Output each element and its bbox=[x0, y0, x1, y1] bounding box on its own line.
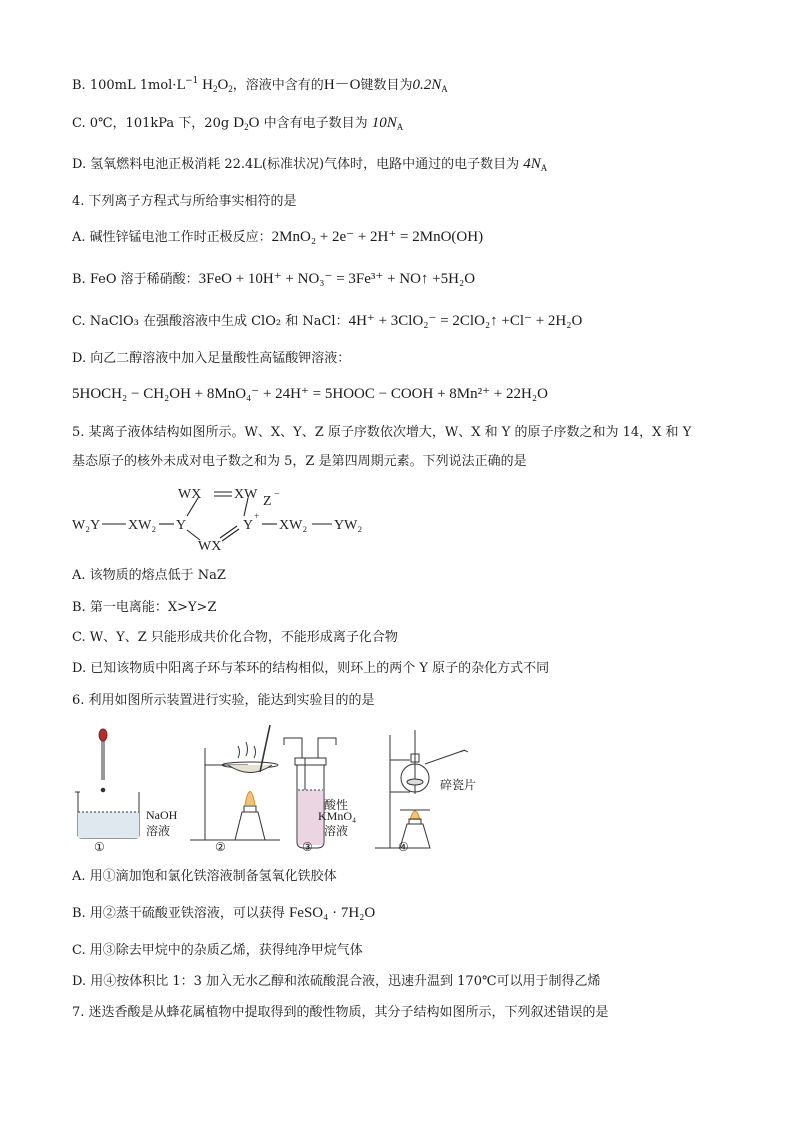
q5-stem-line2: 基态原子的核外未成对电子数之和为 5，Z 是第四周期元素。下列说法正确的是 bbox=[72, 454, 527, 469]
ionic-liquid-structure bbox=[70, 478, 370, 558]
q6-option-d: D. 用④按体积比 1：3 加入无水乙醇和浓硫酸混合液，迅速升温到 170℃可以用于制得乙烯 bbox=[72, 974, 601, 989]
group-xw2-right: XW₂ bbox=[279, 518, 308, 533]
group-yw2: YW₂ bbox=[334, 518, 363, 533]
q5-option-a: A. 该物质的熔点低于 NaZ bbox=[72, 568, 226, 583]
fig1-naoh-label: NaOH bbox=[146, 808, 178, 822]
ring-y1: Y bbox=[176, 518, 187, 533]
q3-option-c: C. 0℃，101kPa 下，20g $D_2O$ 中含有电子数目为 $10N_A$ bbox=[72, 115, 404, 132]
fig2-evaporation bbox=[190, 725, 280, 840]
q4-option-b: B. FeO 溶于稀硝酸：3FeO + 10H⁺ + NO₃⁻ = 3Fe³⁺ + NO↑ +5H₂O bbox=[72, 271, 476, 287]
ring-y2: Y bbox=[243, 518, 254, 533]
fig3-solution-label: 溶液 bbox=[324, 824, 349, 838]
q4-option-d-equation: 5HOCH₂ − CH₂OH + 8MnO₄⁻ + 24H⁺ = 5HOOC − COOH + 8Mn²⁺ + 22H₂O bbox=[72, 386, 548, 402]
q4-option-d: D. 向乙二醇溶液中加入足量酸性高锰酸钾溶液： bbox=[72, 351, 351, 366]
q3-option-d: D. 氢氧燃料电池正极消耗 22.4L(标准状况)气体时，电路中通过的电子数目为 $4N_A$ bbox=[72, 156, 548, 173]
ring-xw-top: XW bbox=[234, 487, 258, 502]
fig-number-4: ④ bbox=[398, 840, 409, 854]
q4-stem: 4. 下列离子方程式与所给事实相符的是 bbox=[72, 194, 297, 209]
apparatus-figure bbox=[70, 720, 490, 860]
q7-stem: 7. 迷迭香酸是从蜂花属植物中提取得到的酸性物质，其分子结构如图所示，下列叙述错误的是 bbox=[72, 1005, 609, 1020]
fig1-solution-label: 溶液 bbox=[146, 824, 171, 838]
q6-stem: 6. 利用如图所示装置进行实验，能达到实验目的的是 bbox=[72, 693, 375, 708]
fig1-beaker bbox=[75, 729, 139, 838]
anion-charge: − bbox=[274, 489, 280, 500]
fig3-kmno4-label: KMnO₄ bbox=[318, 809, 357, 823]
q6-option-c: C. 用③除去甲烷中的杂质乙烯，获得纯净甲烷气体 bbox=[72, 943, 363, 958]
q4-option-a: A. 碱性锌锰电池工作时正极反应：2MnO₂ + 2e⁻ + 2H⁺ = 2MnO(OH) bbox=[72, 229, 484, 245]
q5-option-d: D. 已知该物质中阳离子环与苯环的结构相似，则环上的两个 Y 原子的杂化方式不同 bbox=[72, 661, 550, 676]
fig4-porcelain-label: 碎瓷片 bbox=[440, 778, 477, 792]
group-w2y: W₂Y bbox=[72, 518, 101, 533]
group-xw2-left: XW₂ bbox=[128, 518, 157, 533]
ring-wx-top: WX bbox=[178, 487, 202, 502]
q5-stem-line1: 5. 某离子液体结构如图所示。W、X、Y、Z 原子序数依次增大，W、X 和 Y 的原子序数之和为 14，X 和 Y bbox=[72, 425, 692, 440]
q5-option-b: B. 第一电离能：X>Y>Z bbox=[72, 600, 217, 615]
cation-charge: + bbox=[254, 511, 260, 521]
q3-option-b: B. 100mL $1mol\cdot L^{-1}$ $H_2O_2$，溶液中含有的H－O键数目为$0.2N_A$ bbox=[72, 76, 448, 94]
fig-number-2: ② bbox=[215, 840, 226, 854]
anion-z: Z bbox=[263, 494, 272, 509]
fig-number-3: ③ bbox=[302, 840, 313, 854]
fig-number-1: ① bbox=[94, 840, 105, 854]
q4-option-c: C. NaClO₃ 在强酸溶液中生成 ClO₂ 和 NaCl：4H⁺ + 3ClO₂⁻ = 2ClO₂↑ +Cl⁻ + 2H₂O bbox=[72, 313, 583, 329]
q6-option-b: B. 用②蒸干硫酸亚铁溶液，可以获得 FeSO₄ · 7H₂O bbox=[72, 905, 376, 921]
q5-option-c: C. W、Y、Z 只能形成共价化合物，不能形成离子化合物 bbox=[72, 630, 398, 645]
q6-option-a: A. 用①滴加饱和氯化铁溶液制备氢氧化铁胶体 bbox=[72, 869, 337, 884]
fig3-acidic-label: 酸性 bbox=[324, 798, 349, 812]
ring-wx-bottom: WX bbox=[198, 539, 222, 554]
